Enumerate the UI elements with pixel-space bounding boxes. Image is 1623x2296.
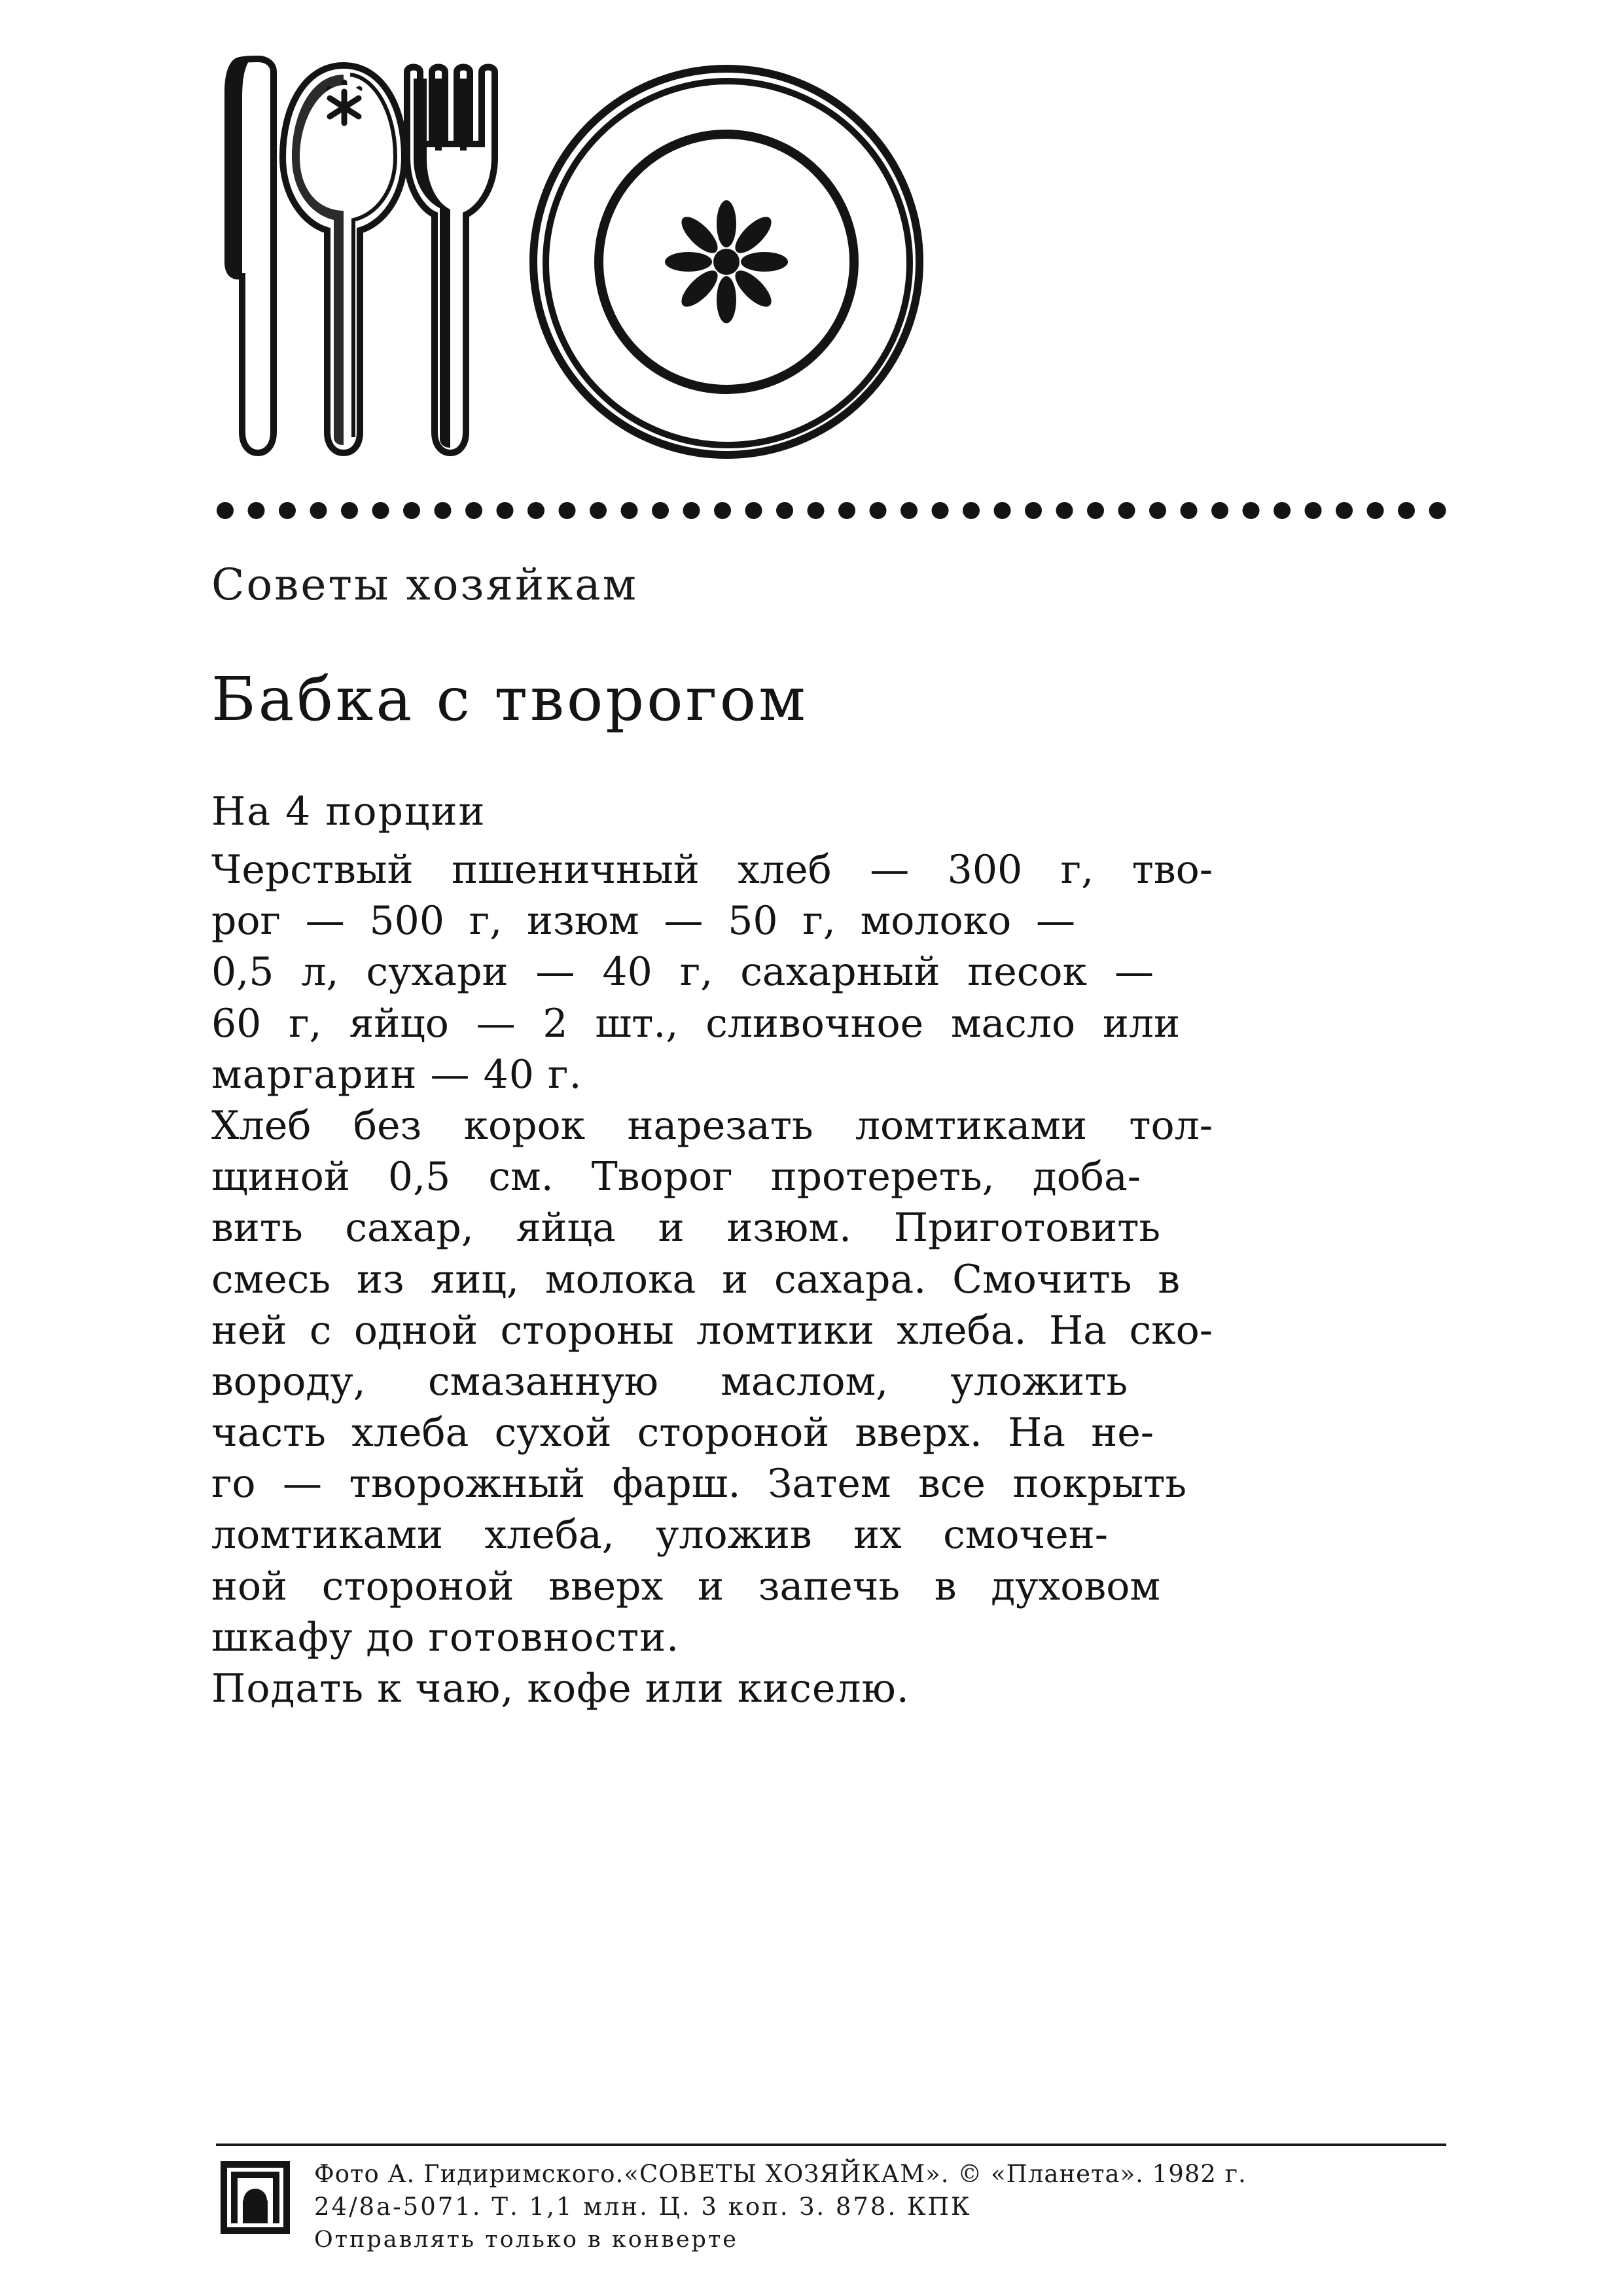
recipe-line: вороду, смазанную маслом, уложить [211, 1358, 1128, 1405]
dot [1056, 502, 1073, 519]
recipe-line: ной стороной вверх и запечь в духовом [211, 1563, 1160, 1609]
recipe-line: ломтиками хлеба, уложив их смочен- [211, 1512, 1108, 1558]
recipe-servings: На 4 порции [211, 789, 486, 834]
recipe-line: ней с одной стороны ломтики хлеба. На ско- [211, 1307, 1213, 1354]
recipe-line: Подать к чаю, кофе или киселю. [211, 1666, 910, 1712]
dot [465, 502, 482, 519]
dot [1181, 502, 1198, 519]
recipe-line: рог — 500 г, изюм — 50 г, молоко — [211, 898, 1075, 944]
dot [217, 502, 234, 519]
dot [901, 502, 918, 519]
dot [1305, 502, 1322, 519]
plate-icon [533, 69, 919, 455]
recipe-line: шкафу до готовности. [211, 1614, 680, 1660]
dot [279, 502, 296, 519]
dot [1367, 502, 1384, 519]
dot [590, 502, 607, 519]
recipe-text [211, 844, 1213, 1714]
series-title: Советы хозяйкам [211, 560, 638, 610]
imprint-mailing-note: Отправлять только в конверте [314, 2227, 739, 2253]
dot [652, 502, 669, 519]
dot [372, 502, 389, 519]
dot [1025, 502, 1042, 519]
dot [838, 502, 855, 519]
footer-rule [216, 2144, 1446, 2146]
imprint-print-info: 24/8а-5071. Т. 1,1 млн. Ц. 3 коп. З. 878. КПК [314, 2193, 972, 2221]
recipe-line: вить сахар, яйца и изюм. Приготовить [211, 1205, 1160, 1251]
dot [403, 502, 420, 519]
recipe-line: часть хлеба сухой стороной вверх. На не- [211, 1410, 1154, 1456]
dot [714, 502, 731, 519]
dot [435, 502, 452, 519]
dot [683, 502, 700, 519]
recipe-line: Хлеб без корок нарезать ломтиками тол- [211, 1102, 1213, 1149]
dot [963, 502, 980, 519]
dot [870, 502, 887, 519]
recipe-title: Бабка с творогом [211, 664, 808, 734]
publisher-logo-icon [219, 2160, 291, 2235]
spoon-icon [283, 65, 404, 453]
dot [1118, 502, 1135, 519]
dot [527, 502, 544, 519]
dot [341, 502, 358, 519]
fork-icon [407, 67, 495, 454]
recipe-line: 0,5 л, сухари — 40 г, сахарный песок — [211, 949, 1154, 996]
recipe-line: 60 г, яйцо — 2 шт., сливочное масло или [211, 1000, 1180, 1047]
recipe-line: Черствый пшеничный хлеб — 300 г, тво- [211, 847, 1213, 893]
dot [776, 502, 793, 519]
dot [994, 502, 1011, 519]
imprint-credits: Фото А. Гидиримского.«СОВЕТЫ ХОЗЯЙКАМ». © «Планета». 1982 г. [314, 2160, 1247, 2188]
dot [497, 502, 514, 519]
dot [621, 502, 638, 519]
dot [932, 502, 949, 519]
recipe-line: маргарин — 40 г. [211, 1051, 582, 1098]
dot [248, 502, 265, 519]
dot [1087, 502, 1104, 519]
dot [1211, 502, 1228, 519]
dot [1398, 502, 1415, 519]
dot [1274, 502, 1291, 519]
dot [1336, 502, 1353, 519]
plate-flower-icon [665, 200, 788, 323]
dot [310, 502, 327, 519]
knife-icon [228, 59, 274, 453]
recipe-line: щиной 0,5 см. Творог протереть, доба- [211, 1154, 1141, 1200]
dot [745, 502, 762, 519]
recipe-line: смесь из яиц, молока и сахара. Смочить в [211, 1256, 1180, 1302]
dotted-rule [216, 497, 1459, 524]
dot [559, 502, 576, 519]
dot [808, 502, 825, 519]
cutlery-plate-illustration [216, 46, 936, 465]
dot [1149, 502, 1166, 519]
recipe-line: го — творожный фарш. Затем все покрыть [211, 1461, 1186, 1507]
dot [1243, 502, 1260, 519]
dot [1429, 502, 1446, 519]
